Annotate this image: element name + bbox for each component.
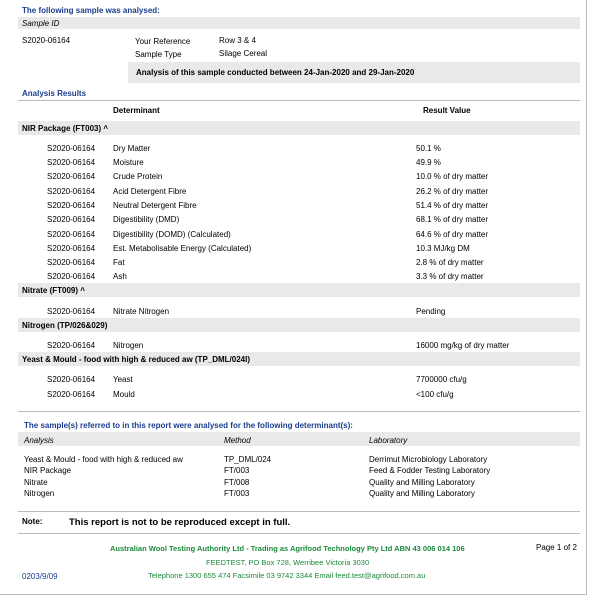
method-column-header: Method xyxy=(224,436,251,445)
page-number: Page 1 of 2 xyxy=(536,543,577,552)
determinant-cell: Neutral Detergent Fibre xyxy=(113,201,197,210)
sample-id-cell: S2020-06164 xyxy=(47,215,96,224)
result-cell: 10.0 % of dry matter xyxy=(416,172,489,181)
determinant-column-header: Determinant xyxy=(113,106,160,115)
sample-id-cell: S2020-06164 xyxy=(47,390,96,399)
note-top-rule xyxy=(18,511,580,512)
sample-id-cell: S2020-06164 xyxy=(47,272,96,281)
result-cell: 26.2 % of dry matter xyxy=(416,187,489,196)
determinant-cell: Nitrate Nitrogen xyxy=(113,307,170,316)
determinant-cell: Digestibility (DMD) xyxy=(113,215,180,224)
determinant-cell: Yeast xyxy=(113,375,133,384)
group-nir-heading: NIR Package (FT003) ^ xyxy=(22,124,109,133)
method-code-cell: FT/008 xyxy=(224,478,250,487)
sample-id-value: S2020-06164 xyxy=(22,36,71,45)
sample-id-cell: S2020-06164 xyxy=(47,172,96,181)
result-cell: 49.9 % xyxy=(416,158,441,167)
sample-id-cell: S2020-06164 xyxy=(47,201,96,210)
determinant-cell: Fat xyxy=(113,258,125,267)
results-section-title: Analysis Results xyxy=(22,89,87,98)
determinant-cell: Crude Protein xyxy=(113,172,163,181)
sample-id-cell: S2020-06164 xyxy=(47,158,96,167)
sample-id-cell: S2020-06164 xyxy=(47,307,96,316)
sample-id-cell: S2020-06164 xyxy=(47,244,96,253)
note-bottom-rule xyxy=(18,533,580,534)
determinant-cell: Acid Detergent Fibre xyxy=(113,187,187,196)
method-code-cell: TP_DML/024 xyxy=(224,455,272,464)
group-yeast-mould-heading: Yeast & Mould - food with high & reduced aw (TP_DML/024I) xyxy=(22,355,251,364)
sample-section-title: The following sample was analysed: xyxy=(22,6,160,15)
group-nitrate-bar xyxy=(18,283,580,297)
result-cell: 51.4 % of dry matter xyxy=(416,201,489,210)
analysis-column-header: Analysis xyxy=(24,436,54,445)
sample-id-cell: S2020-06164 xyxy=(47,187,96,196)
footer-address: FEEDTEST, PO Box 728, Werribee Victoria 3030 xyxy=(206,558,370,567)
your-reference-value: Row 3 & 4 xyxy=(219,36,256,45)
result-column-header: Result Value xyxy=(423,106,471,115)
methods-section-title: The sample(s) referred to in this report were analysed for the following determinant(s): xyxy=(24,421,353,430)
result-cell: Pending xyxy=(416,307,446,316)
method-lab-cell: Quality and Milling Laboratory xyxy=(369,489,475,498)
methods-header-bar xyxy=(18,432,580,446)
determinant-cell: Mould xyxy=(113,390,135,399)
methods-top-rule xyxy=(18,411,580,412)
result-cell: 64.6 % of dry matter xyxy=(416,230,489,239)
method-code-cell: FT/003 xyxy=(224,489,250,498)
sample-type-label: Sample Type xyxy=(135,50,182,59)
sample-id-cell: S2020-06164 xyxy=(47,341,96,350)
method-analysis-cell: Nitrogen xyxy=(24,489,55,498)
footer-code: 0203/9/09 xyxy=(22,572,58,581)
result-cell: 3.3 % of dry matter xyxy=(416,272,484,281)
result-cell: <100 cfu/g xyxy=(416,390,454,399)
page-right-edge xyxy=(586,0,587,594)
sample-id-cell: S2020-06164 xyxy=(47,230,96,239)
determinant-cell: Moisture xyxy=(113,158,144,167)
sample-type-value: Silage Cereal xyxy=(219,49,268,58)
determinant-cell: Digestibility (DOMD) (Calculated) xyxy=(113,230,231,239)
footer-company: Australian Wool Testing Authority Ltd - Trading as Agrifood Technology Pty Ltd ABN 43 006 014 106 xyxy=(110,544,465,553)
sample-id-label: Sample ID xyxy=(22,19,60,28)
method-lab-cell: Derrimut Microbiology Laboratory xyxy=(369,455,488,464)
determinant-cell: Ash xyxy=(113,272,127,281)
method-analysis-cell: Yeast & Mould - food with high & reduced aw xyxy=(24,455,183,464)
result-cell: 10.3 MJ/kg DM xyxy=(416,244,470,253)
result-cell: 7700000 cfu/g xyxy=(416,375,467,384)
results-header-rule xyxy=(18,100,580,101)
footer-contact: Telephone 1300 655 474 Facsimile 03 9742 3344 Email feed.test@agrifood.com.au xyxy=(148,571,426,580)
determinant-cell: Dry Matter xyxy=(113,144,151,153)
note-label: Note: xyxy=(22,517,43,526)
method-code-cell: FT/003 xyxy=(224,466,250,475)
sample-id-cell: S2020-06164 xyxy=(47,258,96,267)
analysis-period: Analysis of this sample conducted between 24-Jan-2020 and 29-Jan-2020 xyxy=(136,68,415,77)
page-bottom-edge xyxy=(0,594,587,595)
result-cell: 2.8 % of dry matter xyxy=(416,258,484,267)
sample-id-cell: S2020-06164 xyxy=(47,375,96,384)
method-lab-cell: Quality and Milling Laboratory xyxy=(369,478,475,487)
sample-id-cell: S2020-06164 xyxy=(47,144,96,153)
sample-id-header-bar xyxy=(18,17,580,29)
note-text: This report is not to be reproduced except in full. xyxy=(69,517,291,528)
group-nitrate-heading: Nitrate (FT009) ^ xyxy=(22,286,85,295)
result-cell: 50.1 % xyxy=(416,144,441,153)
determinant-cell: Est. Metabolisable Energy (Calculated) xyxy=(113,244,252,253)
method-lab-cell: Feed & Fodder Testing Laboratory xyxy=(369,466,491,475)
determinant-cell: Nitrogen xyxy=(113,341,144,350)
your-reference-label: Your Reference xyxy=(135,37,191,46)
result-cell: 16000 mg/kg of dry matter xyxy=(416,341,510,350)
laboratory-column-header: Laboratory xyxy=(369,436,408,445)
group-nitrogen-heading: Nitrogen (TP/026&029) xyxy=(22,321,108,330)
method-analysis-cell: NIR Package xyxy=(24,466,72,475)
method-analysis-cell: Nitrate xyxy=(24,478,48,487)
result-cell: 68.1 % of dry matter xyxy=(416,215,489,224)
